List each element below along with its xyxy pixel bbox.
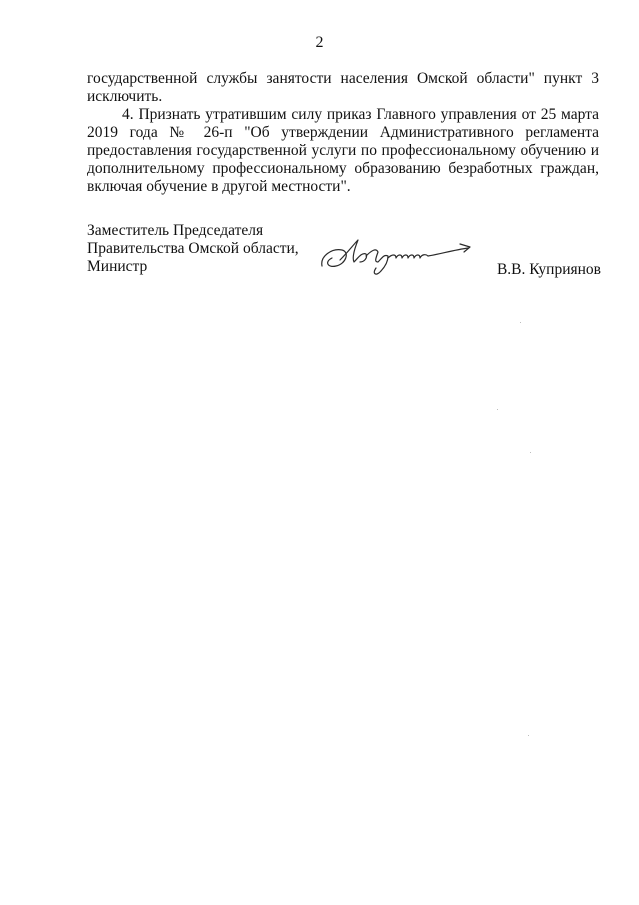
text-line: дополнительному профессиональному образованию безработных граждан,	[87, 160, 599, 177]
text-line: 2019 года № 26-п "Об утверждении Административного регламента	[87, 124, 599, 141]
scan-speck	[497, 409, 498, 410]
scan-speck	[530, 452, 531, 453]
text-line: 4. Признать утратившим силу приказ Главного управления от 25 марта	[122, 106, 599, 123]
scan-speck	[528, 735, 529, 736]
scan-speck	[520, 322, 521, 323]
text-line: исключить.	[87, 88, 163, 105]
signatory-position-line: Заместитель Председателя	[87, 222, 264, 239]
signatory-name: В.В. Куприянов	[496, 261, 601, 278]
text-line: включая обучение в другой местности".	[87, 178, 351, 195]
handwritten-signature	[318, 232, 478, 278]
page-number: 2	[315, 34, 324, 51]
text-line: предоставления государственной услуги по профессиональному обучению и	[87, 142, 599, 159]
signatory-position-line: Министр	[87, 258, 148, 275]
signatory-position-line: Правительства Омской области,	[87, 240, 299, 257]
text-line: государственной службы занятости населения Омской области" пункт 3	[87, 70, 599, 87]
